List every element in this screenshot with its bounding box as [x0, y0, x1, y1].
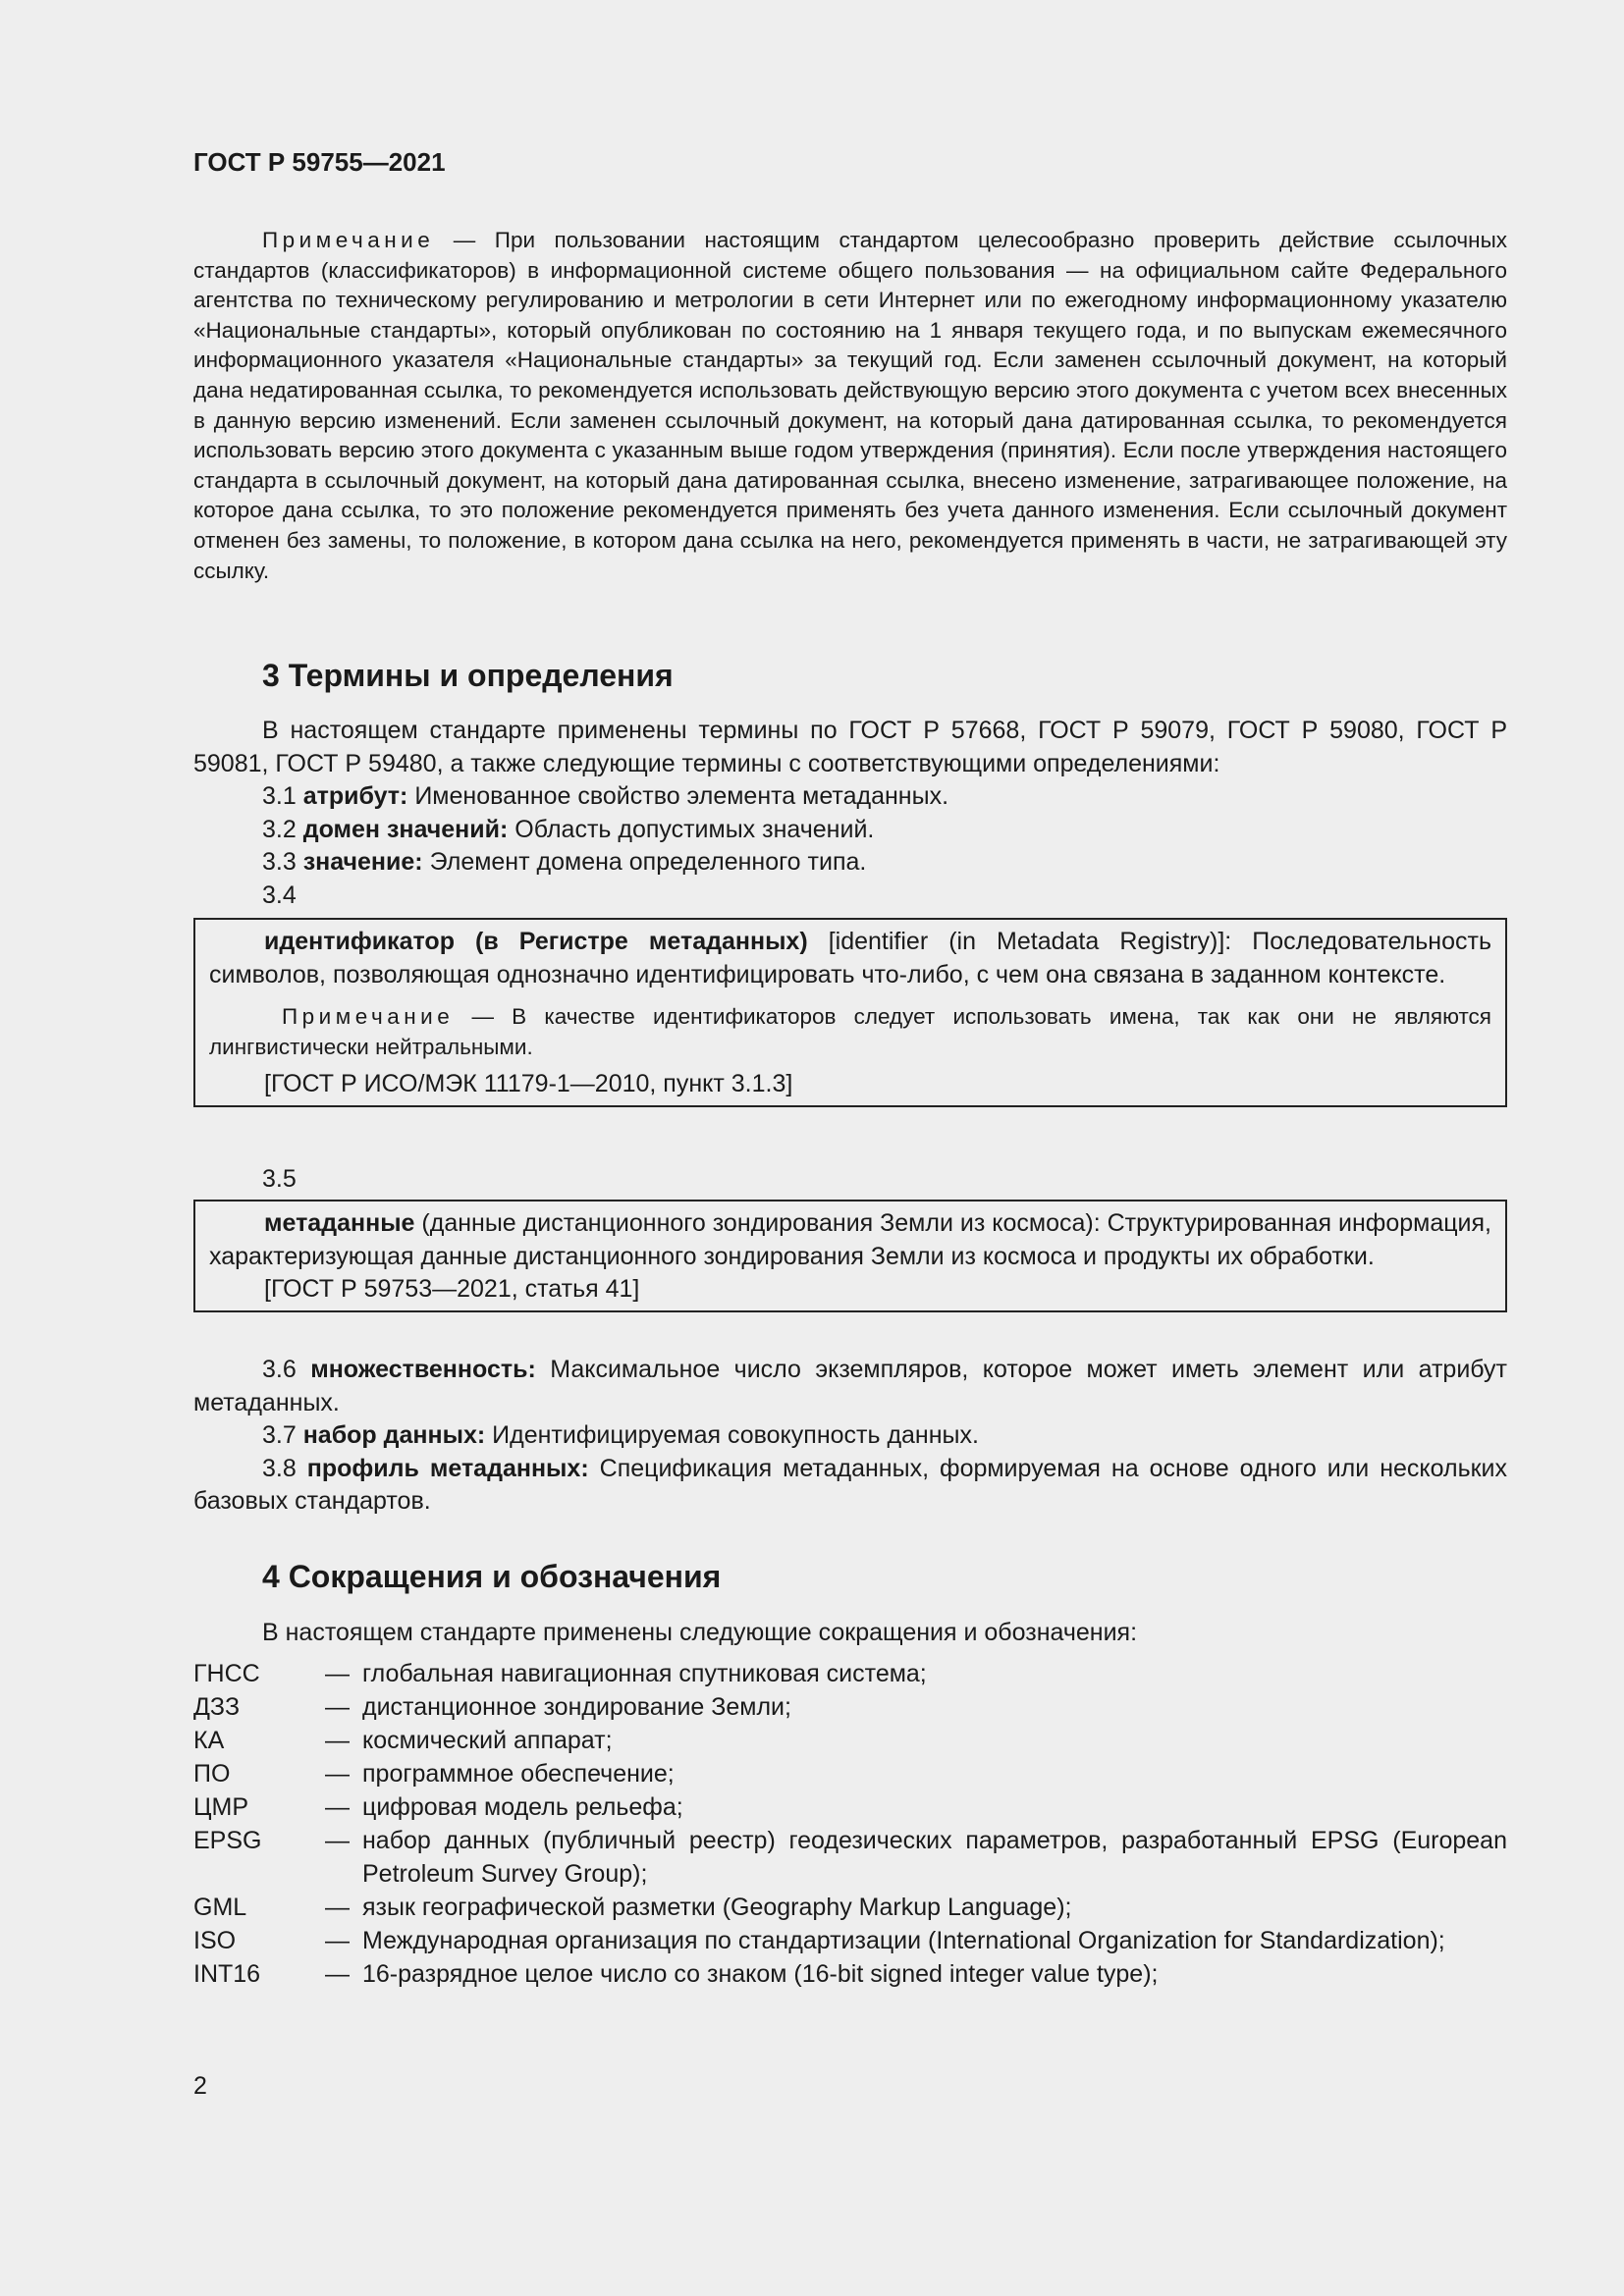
term-name: профиль метаданных: — [306, 1454, 589, 1482]
abbreviation-row — [193, 1657, 1507, 1690]
term-3-3 — [193, 846, 1507, 880]
term-name: идентификатор (в Регистре метаданных) — [264, 928, 808, 955]
term-definition: Элемент домена определенного типа. — [422, 848, 867, 876]
term-number: 3.8 — [262, 1454, 307, 1482]
section-4-intro-block — [193, 1617, 1507, 1650]
abbreviation-row — [193, 1690, 1507, 1724]
note-dash: — — [454, 1004, 513, 1029]
abbreviation-list — [193, 1657, 1507, 1991]
section-3-terms-continued — [193, 1354, 1507, 1519]
abbreviation-key: ЦМР — [193, 1793, 248, 1821]
abbreviation-key: INT16 — [193, 1960, 261, 1988]
abbreviation-key: ПО — [193, 1760, 231, 1788]
note-text: При пользовании настоящим стандартом целесообразно проверить действие ссылочных стандартов (классификаторов) в информационной системе общего пользования — на официальном сайте Федерального агентства по техническому регулированию и метрологии в сети Интернет или по ежегодному информационному указателю «Национальные стандарты», который опубликован по состоянию на 1 января текущего года, и по выпускам ежемесячного информационного указателя «Национальные стандарты» за текущий год. Если заменен ссылочный документ, на который дана недатированная ссылка, то рекомендуется использовать действующую версию этого документа с учетом всех внесенных в данную версию изменений. Если заменен ссылочный документ, на который дана датированная ссылка, то рекомендуется использовать версию этого документа с указанным выше годом утверждения (принятия). Если после утверждения настоящего стандарта в ссылочный документ, на который дана датированная ссылка, внесено изменение, затрагивающее положение, на которое дана ссылка, то это положение рекомендуется применять без учета данного изменения. Если ссылочный документ отменен без замены, то положение, в котором дана ссылка на него, рекомендуется применять в части, не затрагивающей эту ссылку. — [193, 228, 1507, 583]
abbreviation-dash: — — [325, 1660, 350, 1687]
abbreviation-key: КА — [193, 1727, 225, 1754]
term-definition: Максимальное число экземпляров, которое может иметь элемент или атрибут метаданных. — [193, 1356, 1507, 1416]
abbreviation-dash: — — [325, 1760, 350, 1788]
abbreviation-row — [193, 1824, 1507, 1891]
abbreviation-meaning: 16-разрядное целое число со знаком (16-bit signed integer value type); — [362, 1960, 1159, 1988]
abbreviation-meaning: набор данных (публичный реестр) геодезических параметров, разработанный EPSG (European Petroleum Survey Group); — [362, 1827, 1507, 1888]
abbreviation-meaning: дистанционное зондирование Земли; — [362, 1693, 791, 1721]
section-3-heading: 3 Термины и определения — [262, 658, 674, 693]
abbreviation-dash: — — [325, 1693, 350, 1721]
term-name: значение: — [302, 848, 423, 876]
term-3-8 — [193, 1453, 1507, 1519]
term-3-4-note — [209, 1001, 1491, 1062]
note-label: Примечание — [262, 228, 435, 252]
abbreviation-row — [193, 1891, 1507, 1924]
term-name: множественность: — [310, 1356, 536, 1383]
term-name: атрибут: — [302, 782, 408, 810]
term-definition: Именованное свойство элемента метаданных. — [407, 782, 949, 810]
term-name: домен значений: — [302, 815, 509, 843]
abbreviation-dash: — — [325, 1894, 350, 1921]
abbreviation-meaning: язык географической разметки (Geography Markup Language); — [362, 1894, 1072, 1921]
term-3-4-source: [ГОСТ Р ИСО/МЭК 11179-1—2010, пункт 3.1.3] — [264, 1070, 793, 1097]
abbreviation-row — [193, 1757, 1507, 1790]
abbreviation-dash: — — [325, 1960, 350, 1988]
abbreviation-dash: — — [325, 1793, 350, 1821]
abbreviation-row — [193, 1957, 1507, 1991]
abbreviation-key: EPSG — [193, 1827, 262, 1854]
section-4-heading: 4 Сокращения и обозначения — [262, 1559, 722, 1594]
term-number: 3.6 — [262, 1356, 311, 1383]
term-3-4-definition — [209, 926, 1491, 991]
abbreviation-key: GML — [193, 1894, 247, 1921]
abbreviation-meaning: глобальная навигационная спутниковая система; — [362, 1660, 927, 1687]
term-3-4-number: 3.4 — [262, 881, 297, 909]
abbreviation-row — [193, 1790, 1507, 1824]
term-definition: (данные дистанционного зондирования Земли из космоса): Структурированная информация, характеризующая данные дистанционного зондирования Земли из космоса и продукты их обработки. — [209, 1209, 1491, 1270]
term-3-5-number-block — [193, 1163, 1507, 1197]
note-text: В качестве идентификаторов следует использовать имена, так как они не являются лингвистически нейтральными. — [209, 1004, 1491, 1059]
term-name: набор данных: — [302, 1421, 486, 1449]
abbreviation-key: ДЗЗ — [193, 1693, 241, 1721]
document-code-header: ГОСТ Р 59755—2021 — [193, 147, 446, 177]
abbreviation-key: ISO — [193, 1927, 237, 1954]
section-3-intro: В настоящем стандарте применены термины по ГОСТ Р 57668, ГОСТ Р 59079, ГОСТ Р 59080, ГОСТ Р 59081, ГОСТ Р 59480, а также следующие термины с соответствующими определениями: — [193, 717, 1507, 777]
abbreviation-row — [193, 1724, 1507, 1757]
term-3-5-number: 3.5 — [262, 1165, 297, 1193]
term-3-5-box — [193, 1200, 1507, 1312]
abbreviation-dash: — — [325, 1927, 350, 1954]
section-3-body — [193, 715, 1507, 912]
term-definition: Идентифицируемая совокупность данных. — [485, 1421, 979, 1449]
term-definition: [identifier (in Metadata Registry)]: Последовательность символов, позволяющая однозначно идентифицировать что-либо, с чем она связана в заданном контексте. — [209, 928, 1491, 988]
abbreviation-row — [193, 1924, 1507, 1957]
term-number: 3.2 — [262, 815, 303, 843]
page-number: 2 — [193, 2072, 207, 2100]
term-number: 3.7 — [262, 1421, 303, 1449]
term-3-5-source: [ГОСТ Р 59753—2021, статья 41] — [264, 1275, 640, 1303]
term-3-2 — [193, 814, 1507, 847]
term-3-7 — [193, 1419, 1507, 1453]
abbreviation-key: ГНСС — [193, 1660, 260, 1687]
term-3-6 — [193, 1354, 1507, 1419]
abbreviation-meaning: Международная организация по стандартизации (International Organization for Standardization); — [362, 1927, 1445, 1954]
term-3-4-box — [193, 918, 1507, 1107]
abbreviation-meaning: космический аппарат; — [362, 1727, 613, 1754]
term-number: 3.3 — [262, 848, 303, 876]
term-definition: Область допустимых значений. — [508, 815, 875, 843]
term-name: метаданные — [264, 1209, 415, 1237]
abbreviation-meaning: цифровая модель рельефа; — [362, 1793, 683, 1821]
note-label: Примечание — [282, 1004, 455, 1029]
section-4-intro: В настоящем стандарте применены следующие сокращения и обозначения: — [262, 1619, 1138, 1646]
term-3-1 — [193, 780, 1507, 814]
term-3-5-definition — [209, 1207, 1491, 1273]
top-note — [193, 226, 1507, 586]
abbreviation-meaning: программное обеспечение; — [362, 1760, 675, 1788]
abbreviation-dash: — — [325, 1727, 350, 1754]
note-dash: — — [434, 228, 495, 252]
term-definition: Спецификация метаданных, формируемая на основе одного или нескольких базовых стандартов. — [193, 1454, 1508, 1515]
term-number: 3.1 — [262, 782, 303, 810]
abbreviation-dash: — — [325, 1827, 350, 1854]
